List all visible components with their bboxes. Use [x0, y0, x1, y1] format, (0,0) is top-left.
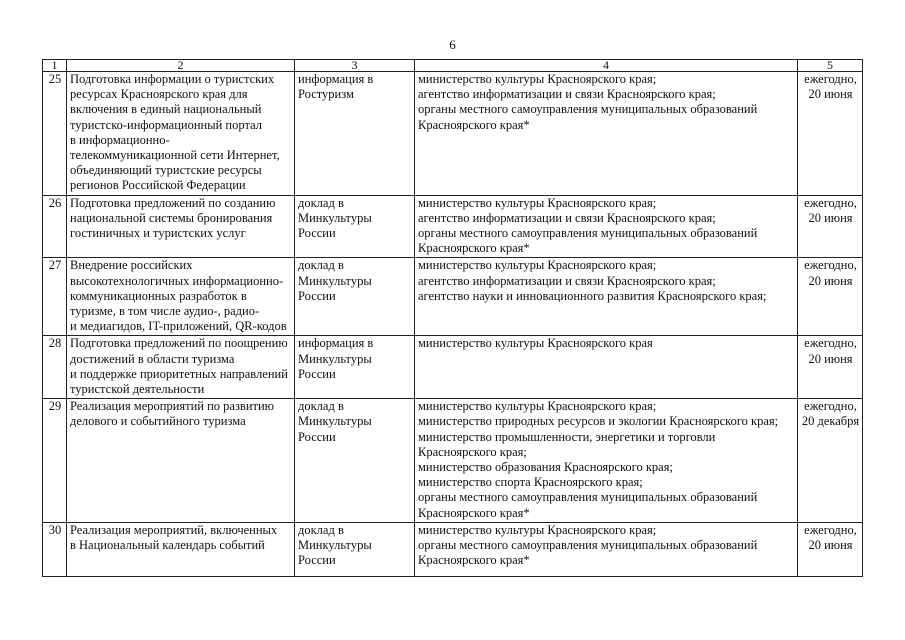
activity-cell-line: туристско-информационный портал: [70, 117, 262, 132]
activity-cell-line: достижений в области туризма: [70, 351, 235, 366]
activity-cell-line: гостиничных и туристских услуг: [70, 226, 246, 241]
report-form-cell-line: России: [298, 226, 336, 241]
report-form-cell-line: России: [298, 366, 336, 381]
executors-cell-line: министерство культуры Красноярского края: [418, 336, 653, 351]
report-form-cell-line: доклад в: [298, 195, 344, 210]
executors-cell: [415, 72, 798, 196]
report-form-cell: [295, 399, 415, 523]
row-number-cell: 26: [43, 195, 67, 258]
executors-cell-line: министерство культуры Красноярского края;: [418, 522, 657, 537]
deadline-cell: [798, 336, 863, 399]
report-form-cell: [295, 72, 415, 196]
executors-cell-line: министерство культуры Красноярского края;: [418, 72, 657, 86]
report-form-cell: [295, 522, 415, 576]
activity-cell-line: объединяющий туристские ресурсы: [70, 163, 262, 178]
executors-cell: [415, 522, 798, 576]
activity-cell-line: коммуникационных разработок в: [70, 288, 247, 303]
activity-cell-line: Реализация мероприятий, включенных: [70, 522, 278, 537]
row-number-cell: 29: [43, 399, 67, 523]
row-number-cell: 27: [43, 258, 67, 336]
page-number: 6: [449, 37, 456, 52]
activity-cell: [67, 336, 295, 399]
executors-cell-line: министерство спорта Красноярского края;: [418, 475, 643, 490]
executors-cell-line: органы местного самоуправления муниципальных образований: [418, 490, 758, 505]
activity-cell-line: высокотехнологичных информационно-: [70, 273, 284, 288]
executors-cell: [415, 336, 798, 399]
activity-cell-line: и медиагидов, IT-приложений, QR-кодов: [70, 319, 287, 334]
report-form-cell-line: России: [298, 553, 336, 568]
table-row: [43, 195, 863, 258]
deadline-cell: [798, 72, 863, 196]
row-number-cell: 30: [43, 522, 67, 576]
activity-cell: [67, 399, 295, 523]
row-number-cell: 28: [43, 336, 67, 399]
executors-cell-line: Красноярского края;: [418, 444, 527, 459]
executors-cell-line: агентство информатизации и связи Красноярского края;: [418, 273, 716, 288]
executors-cell-line: Красноярского края*: [418, 553, 530, 568]
deadline-cell-line: ежегодно,: [804, 258, 857, 273]
report-form-cell-line: Ростуризм: [298, 87, 354, 102]
column-header: 4: [415, 60, 798, 72]
activity-cell: [67, 258, 295, 336]
plan-table: [42, 59, 863, 577]
deadline-cell-line: ежегодно,: [804, 336, 857, 351]
executors-cell-line: органы местного самоуправления муниципальных образований: [418, 226, 758, 241]
report-form-cell-line: Минкультуры: [298, 273, 372, 288]
report-form-cell: [295, 258, 415, 336]
activity-cell-line: телекоммуникационной сети Интернет,: [70, 148, 280, 163]
activity-cell: [67, 522, 295, 576]
deadline-cell-line: ежегодно,: [804, 195, 857, 210]
activity-cell-line: Реализация мероприятий по развитию: [70, 399, 274, 414]
deadline-cell-line: ежегодно,: [804, 72, 857, 86]
table-row: [43, 399, 863, 523]
activity-cell-line: Подготовка предложений по поощрению: [70, 336, 288, 351]
executors-cell-line: агентство информатизации и связи Красноярского края;: [418, 87, 716, 102]
deadline-cell-line: ежегодно,: [804, 399, 857, 414]
activity-cell-line: в Национальный календарь событий: [70, 538, 265, 553]
executors-cell-line: министерство промышленности, энергетики и торговли: [418, 429, 716, 444]
report-form-cell: [295, 336, 415, 399]
deadline-cell-line: 20 июня: [808, 351, 853, 366]
deadline-cell-line: 20 июня: [808, 538, 853, 553]
executors-cell-line: министерство культуры Красноярского края;: [418, 258, 657, 273]
activity-cell-line: туризме, в том числе аудио-, радио-: [70, 304, 260, 319]
executors-cell: [415, 399, 798, 523]
activity-cell-line: и поддержке приоритетных направлений: [70, 366, 288, 381]
activity-cell-line: ресурсах Красноярского края для: [70, 87, 248, 102]
deadline-cell: [798, 522, 863, 576]
activity-cell-line: в информационно-: [70, 132, 170, 147]
deadline-cell-line: 20 июня: [808, 210, 853, 225]
column-header: 3: [295, 60, 415, 72]
report-form-cell-line: доклад в: [298, 522, 344, 537]
executors-cell: [415, 195, 798, 258]
report-form-cell-line: информация в: [298, 72, 374, 86]
row-number-cell: 25: [43, 72, 67, 196]
executors-cell-line: министерство образования Красноярского края;: [418, 460, 673, 475]
report-form-cell-line: России: [298, 288, 336, 303]
activity-cell-line: туристской деятельности: [70, 382, 205, 397]
report-form-cell-line: информация в: [298, 336, 374, 351]
report-form-cell-line: Минкультуры: [298, 414, 372, 429]
column-header: 5: [798, 60, 863, 72]
report-form-cell-line: России: [298, 429, 336, 444]
activity-cell-line: Внедрение российских: [70, 258, 193, 273]
executors-cell-line: Красноярского края*: [418, 241, 530, 256]
deadline-cell: [798, 399, 863, 523]
table-row: [43, 258, 863, 336]
activity-cell-line: включения в единый национальный: [70, 102, 262, 117]
report-form-cell-line: Минкультуры: [298, 538, 372, 553]
executors-cell: [415, 258, 798, 336]
activity-cell: [67, 195, 295, 258]
activity-cell-line: делового и событийного туризма: [70, 414, 246, 429]
column-header: 1: [43, 60, 67, 72]
deadline-cell: [798, 258, 863, 336]
report-form-cell-line: Минкультуры: [298, 210, 372, 225]
activity-cell-line: Подготовка информации о туристских: [70, 72, 275, 86]
table-row: [43, 522, 863, 576]
deadline-cell-line: ежегодно,: [804, 522, 857, 537]
executors-cell-line: агентство информатизации и связи Красноярского края;: [418, 210, 716, 225]
activity-cell: [67, 72, 295, 196]
executors-cell-line: министерство культуры Красноярского края;: [418, 399, 657, 414]
activity-cell-line: регионов Российской Федерации: [70, 178, 246, 193]
table-header-row: [43, 60, 863, 72]
executors-cell-line: органы местного самоуправления муниципальных образований: [418, 538, 758, 553]
executors-cell-line: министерство природных ресурсов и экологии Красноярского края;: [418, 414, 779, 429]
column-header: 2: [67, 60, 295, 72]
activity-cell-line: Подготовка предложений по созданию: [70, 195, 276, 210]
deadline-cell-line: 20 июня: [808, 87, 853, 102]
executors-cell-line: агентство науки и инновационного развития Красноярского края;: [418, 288, 767, 303]
report-form-cell-line: доклад в: [298, 399, 344, 414]
deadline-cell: [798, 195, 863, 258]
report-form-cell-line: Минкультуры: [298, 351, 372, 366]
table-body: [43, 72, 863, 577]
table-row: [43, 336, 863, 399]
table-row: [43, 72, 863, 196]
deadline-cell-line: 20 июня: [808, 273, 853, 288]
report-form-cell: [295, 195, 415, 258]
executors-cell-line: Красноярского края*: [418, 505, 530, 520]
report-form-cell-line: доклад в: [298, 258, 344, 273]
executors-cell-line: Красноярского края*: [418, 117, 530, 132]
executors-cell-line: органы местного самоуправления муниципальных образований: [418, 102, 758, 117]
executors-cell-line: министерство культуры Красноярского края;: [418, 195, 657, 210]
deadline-cell-line: 20 декабря: [801, 414, 860, 429]
activity-cell-line: национальной системы бронирования: [70, 210, 273, 225]
